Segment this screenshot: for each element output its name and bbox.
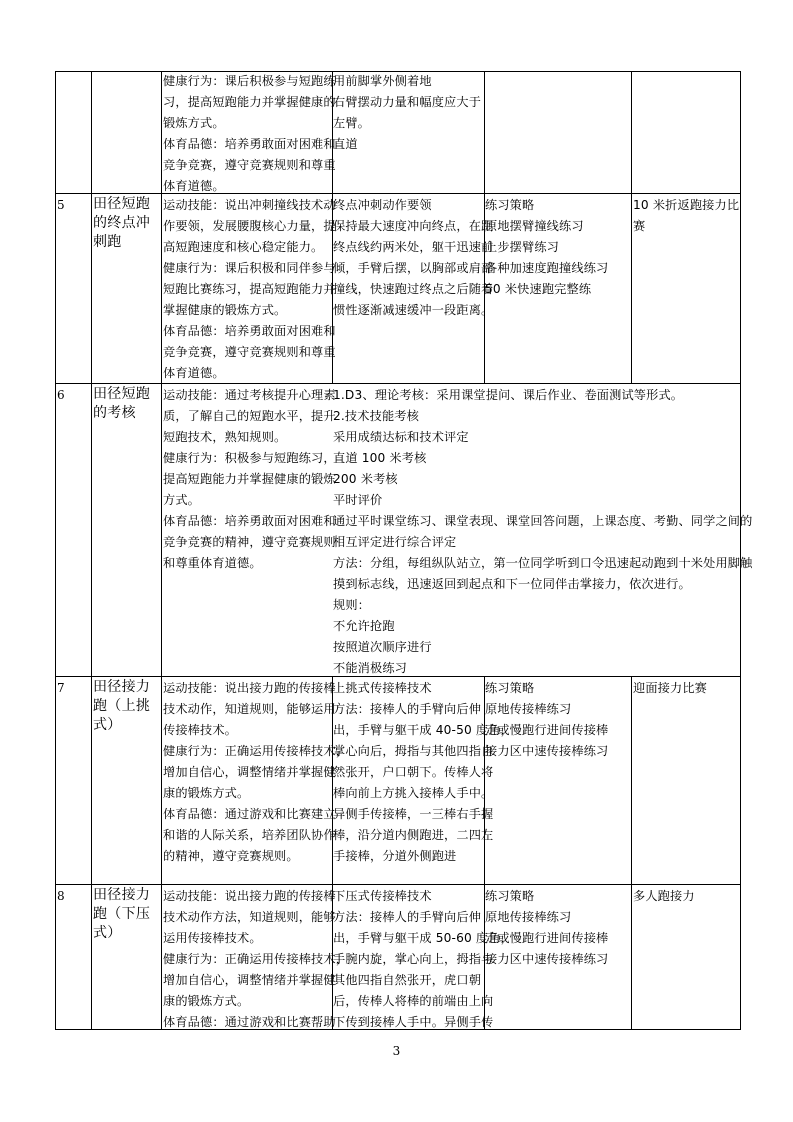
strategy-cell: 练习策略 原地摆臂撞线练习 上步摆臂练习 各种加速度跑撞线练习 50 米快速跑完整练 bbox=[485, 198, 609, 296]
objectives-cell: 运动技能：通过考核提升心理素 质，了解自己的短跑水平，提升 短跑技术，熟知规则。 健康行为：积极参与短跑练习， 提高短跑能力并掌握健康的锻炼 方式。 体育品德：培养勇敢面对困难和 竞争竞赛的精神，遵守竞赛规则 和尊重体育道德。 bbox=[163, 388, 336, 570]
unit-title: 田径短跑 的考核 bbox=[93, 386, 151, 421]
activity-cell: 多人跑接力 bbox=[633, 889, 695, 903]
content-cell: 1.D3、理论考核：采用课堂提问、课后作业、卷面测试等形式。 2.技术技能考核 采用成绩达标和技术评定 直道 100 米考核 200 米考核 平时评价 通过平时课堂练习、课堂表现、课堂回答问题，上课态度、考勤、同学之间的 相互评定进行综合评定 方法：分组，每组纵队站立，第一位同学听到口令迅速起动跑到十米处用脚触 摸到标志线，迅速返回到起点和下一位同伴击掌接力，依次进行。 规则： 不允许抢跑 按照道次顺序进行 不能消极练习 bbox=[333, 388, 753, 675]
strategy-cell: 练习策略 原地传接棒练习 走或慢跑行进间传接棒 接力区中速传接棒练习 bbox=[485, 889, 609, 966]
content-cell: 下压式传接棒技术 方法：接棒人的手臂向后伸 出，手臂与躯干成 50-60 度角， 手腕内旋，掌心向上，拇指与 其他四指自然张开，虎口朝 后，传棒人将棒的前端由上向 下传到接棒人手中。异侧手传 bbox=[333, 889, 513, 1029]
objectives-cell: 运动技能：说出接力跑的传接棒 技术动作方法，知道规则，能够 运用传接棒技术。 健康行为：正确运用传接棒技术， 增加自信心，调整情绪并掌握健 康的锻炼方式。 体育品德：通过游戏和比赛帮助 bbox=[163, 889, 349, 1029]
table-rule bbox=[55, 193, 741, 194]
row-number: 7 bbox=[57, 681, 65, 695]
content-cell: 终点冲刺动作要领 保持最大速度冲向终点，在距 终点线约两米处，躯干迅速前 倾，手臂后摆，以胸部或肩部 撞线，快速跑过终点之后随着 惯性逐渐减速缓冲一段距离。 bbox=[333, 198, 494, 317]
unit-title: 田径接力 跑（上挑 式） bbox=[93, 679, 151, 733]
table-rule bbox=[55, 884, 741, 885]
row-number: 6 bbox=[57, 388, 65, 402]
unit-title: 田径短跑 的终点冲 刺跑 bbox=[93, 196, 151, 250]
objectives-cell: 健康行为：课后积极参与短跑练 习，提高短跑能力并掌握健康的 锻炼方式。 体育品德：培养勇敢面对困难和 竞争竞赛，遵守竞赛规则和尊重 体育道德。 bbox=[163, 74, 336, 193]
table-rule bbox=[91, 71, 92, 1030]
unit-title: 田径接力 跑（下压 式） bbox=[93, 887, 151, 941]
activity-cell: 迎面接力比赛 bbox=[633, 681, 708, 695]
table-rule bbox=[161, 71, 162, 1030]
objectives-cell: 运动技能：说出冲刺撞线技术动 作要领，发展腰腹核心力量，提 高短跑速度和核心稳定能力。 健康行为：课后积极和同伴参与 短跑比赛练习，提高短跑能力并 掌握健康的锻炼方式。 体育品德：培养勇敢面对困难和 竞争竞赛，遵守竞赛规则和尊重 体育道德。 bbox=[163, 198, 336, 380]
table-rule bbox=[55, 71, 56, 1030]
content-cell: 用前脚掌外侧着地 右臂摆动力量和幅度应大于 左臂。 直道 bbox=[333, 74, 482, 151]
row-number: 8 bbox=[57, 889, 65, 903]
page-number: 3 bbox=[392, 1044, 401, 1058]
row-number: 5 bbox=[57, 198, 65, 212]
table-rule bbox=[631, 71, 632, 384]
objectives-cell: 运动技能：说出接力跑的传接棒 技术动作，知道规则，能够运用 传接棒技术。 健康行为：正确运用传接棒技术， 增加自信心，调整情绪并掌握健 康的锻炼方式。 体育品德：通过游戏和比赛建立 和谐的人际关系，培养团队协作 的精神，遵守竞赛规则。 bbox=[163, 681, 349, 863]
strategy-cell: 练习策略 原地传接棒练习 走或慢跑行进间传接棒 接力区中速传接棒练习 bbox=[485, 681, 609, 758]
activity-cell: 10 米折返跑接力比 赛 bbox=[633, 198, 740, 233]
table-rule bbox=[55, 383, 741, 384]
table-rule bbox=[631, 676, 632, 1030]
content-cell: 上挑式传接棒技术 方法：接棒人的手臂向后伸 出，手臂与躯干成 40-50 度角， 掌心向后，拇指与其他四指自 然张开，户口朝下。传棒人将 棒向前上方挑入接棒人手中。 异侧手传接棒，一三棒右手握 棒，沿分道内侧跑进，二四左 手接棒，分道外侧跑进 bbox=[333, 681, 513, 863]
